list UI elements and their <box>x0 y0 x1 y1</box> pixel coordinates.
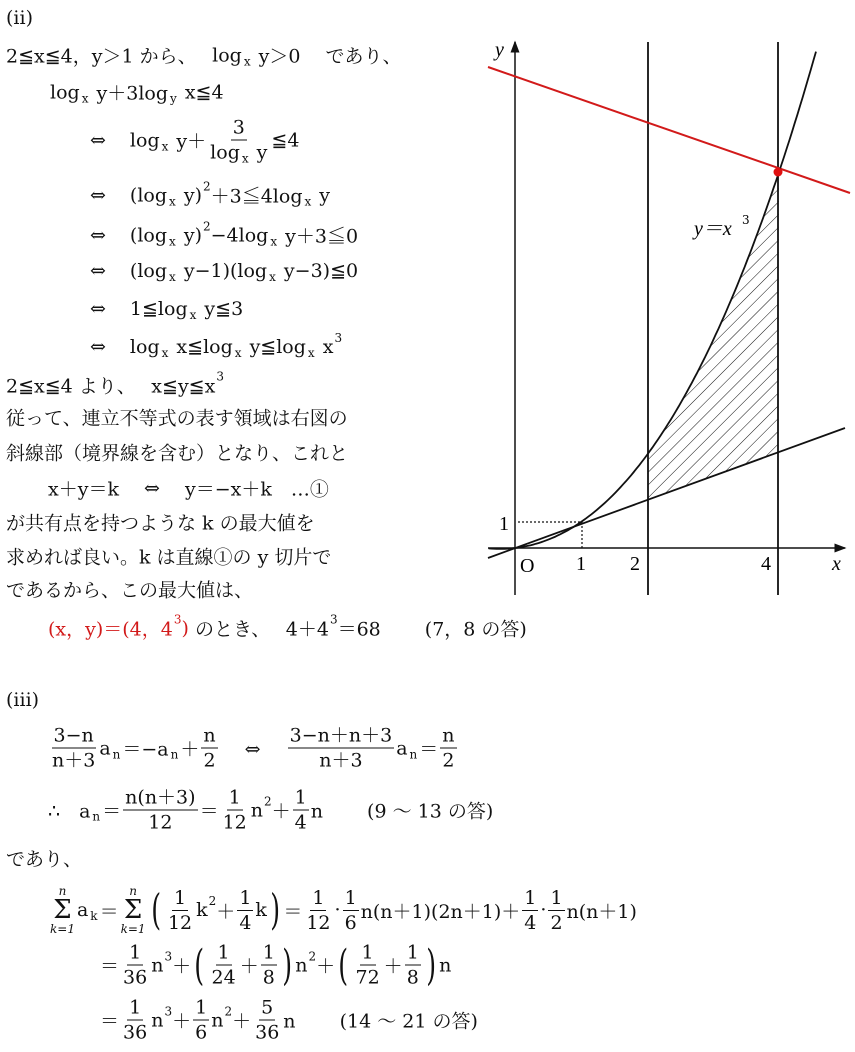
subscript: x <box>234 346 242 360</box>
math-text: y＞0 であり、 <box>252 45 402 68</box>
superscript: 3 <box>164 949 173 963</box>
math-text: 1≦log <box>129 298 188 320</box>
big-parenthesis: ) <box>282 940 292 989</box>
math-text: 1 <box>262 941 275 964</box>
math-text: · <box>540 899 547 921</box>
math-text: log <box>212 44 242 66</box>
math-text: y＋3≦0 <box>279 225 359 248</box>
math-text: 1 <box>228 786 241 809</box>
curve-label: y＝x <box>694 218 732 240</box>
equivalence-symbol: ⇔ <box>90 298 106 320</box>
math-text: ＝ <box>199 800 219 823</box>
math-text: log <box>129 129 160 151</box>
math-text: y <box>313 184 331 206</box>
subscript: y <box>170 91 177 105</box>
subscript: x <box>270 234 278 248</box>
math-text: 5 <box>261 996 274 1019</box>
math-text: n(n＋3) <box>125 786 196 809</box>
math-text: n <box>295 954 308 976</box>
math-text: n (9 〜 13 の答) <box>310 800 494 823</box>
math-text: 12 <box>222 811 247 834</box>
math-text: 1 <box>294 786 307 809</box>
math-text: 6 <box>344 911 357 934</box>
math-text: log <box>210 141 240 164</box>
math-text: ) <box>181 617 189 639</box>
math-text: 3 <box>232 116 245 139</box>
math-text: a <box>99 737 111 759</box>
math-text: n <box>151 954 164 976</box>
math-text: ＝−a <box>122 738 169 761</box>
section-ii-label: (ii) <box>6 7 33 29</box>
math-text: 求めれば良い。k は直線①の y 切片で <box>6 546 332 569</box>
superscript: 3 <box>164 1004 173 1018</box>
math-text: ＝ <box>419 738 439 761</box>
math-text: 1 <box>550 886 563 909</box>
subscript: x <box>241 151 249 166</box>
superscript: 2 <box>224 1004 233 1018</box>
superscript: 2 <box>264 794 272 808</box>
math-text: n(n＋1) <box>566 900 637 923</box>
subscript: x <box>243 54 251 68</box>
math-text: ＋ <box>271 800 291 823</box>
math-text: 72 <box>355 966 380 989</box>
math-text: (x，y)＝(4，4 <box>48 618 173 641</box>
math-text: 斜線部（境界線を含む）となり、これと <box>6 442 349 465</box>
superscript: 2 <box>208 894 217 908</box>
equivalence-symbol: ⇔ <box>90 129 106 151</box>
sigma-symbol: Σ <box>123 895 143 925</box>
subscript: x <box>81 91 89 105</box>
math-text: a <box>396 737 408 759</box>
math-text: log <box>50 81 80 103</box>
math-text: 3−n＋n＋3 <box>289 724 393 747</box>
math-text: ＝ <box>102 800 122 823</box>
math-text: 12 <box>148 811 173 834</box>
origin-label: O <box>520 555 535 577</box>
math-text: ∴ a <box>48 800 91 823</box>
superscript: 3 <box>329 612 338 626</box>
subscript: x <box>304 194 312 208</box>
equivalence-symbol: ⇔ <box>90 184 106 206</box>
math-text: x≦4 <box>178 81 224 103</box>
math-text: log <box>129 336 160 358</box>
x-tick-1: 1 <box>576 553 586 575</box>
math-text: ＋ <box>383 955 403 978</box>
math-text: k <box>255 899 267 921</box>
math-text: ＋ <box>180 738 200 761</box>
math-text: 4 <box>239 911 252 934</box>
math-text: 2≦x≦4，y＞1 から、 <box>6 45 213 68</box>
superscript: 2 <box>202 179 211 193</box>
math-text: 1 <box>312 886 325 909</box>
y-tick-1: 1 <box>499 513 509 535</box>
math-text: ＋ <box>232 1010 252 1033</box>
section-iii-label: (iii) <box>6 689 40 711</box>
math-text: ＋ <box>316 955 336 978</box>
math-text: a <box>76 899 89 921</box>
math-text: 2 <box>203 749 216 772</box>
superscript: 3 <box>334 331 343 345</box>
big-parenthesis: ) <box>426 940 436 989</box>
subscript: x <box>161 346 169 360</box>
big-parenthesis: ( <box>194 940 205 989</box>
math-text: x＋y＝k <box>48 478 145 501</box>
math-text: ＋ <box>172 1010 192 1033</box>
sigma-symbol: Σ <box>53 895 72 925</box>
math-text: 1 <box>217 941 230 964</box>
subscript: n <box>112 747 121 761</box>
math-text: y≦3 <box>198 298 244 320</box>
math-text: n <box>151 1009 164 1031</box>
math-text: y＝−x＋k …① <box>159 478 329 501</box>
math-text: ＝ <box>100 955 120 978</box>
math-text: 24 <box>211 966 236 989</box>
x-axis-label: x <box>832 553 841 575</box>
sum-lower-limit: k=1 <box>50 922 75 936</box>
math-text: であり、 <box>6 848 83 871</box>
math-text: y−1)(log <box>177 260 268 282</box>
math-text: 1 <box>524 886 537 909</box>
math-text: 6 <box>195 1021 208 1044</box>
math-text: 2 <box>550 911 563 934</box>
math-text: k <box>196 899 208 921</box>
sum-upper-limit: n <box>129 884 137 898</box>
math-text: (log <box>129 184 168 206</box>
math-text: n <box>250 799 264 821</box>
math-text: ＋ <box>172 955 192 978</box>
y-axis-label: y <box>495 39 504 61</box>
math-text: 1 <box>195 996 208 1019</box>
math-text: 1 <box>174 886 187 909</box>
math-text: · <box>334 899 341 921</box>
math-text: 1 <box>239 886 252 909</box>
math-text: ＋3≦4log <box>210 185 303 208</box>
math-text: y＋ <box>170 130 207 153</box>
sum-lower-limit: k=1 <box>120 922 146 936</box>
math-text: n <box>211 1009 224 1031</box>
math-text: 8 <box>262 966 275 989</box>
math-text: 8 <box>406 966 419 989</box>
x-tick-4: 4 <box>761 553 771 575</box>
math-text: n(n＋1)(2n＋1)＋ <box>360 900 521 923</box>
math-text: y) <box>177 224 202 246</box>
math-text: 4 <box>294 811 307 834</box>
subscript: x <box>189 308 197 322</box>
equivalence-symbol: ⇔ <box>90 224 106 246</box>
curve-label-exponent: 3 <box>742 213 750 227</box>
subscript: x <box>307 346 315 360</box>
math-text: 12 <box>167 911 193 934</box>
superscript: 3 <box>173 612 182 626</box>
math-text: 36 <box>255 1021 280 1044</box>
math-text: y≦log <box>243 336 306 358</box>
math-text: −4log <box>210 224 269 246</box>
subscript: x <box>169 270 176 284</box>
math-text: x <box>316 336 334 358</box>
math-text: n <box>439 954 452 976</box>
math-text: 36 <box>123 1021 148 1044</box>
math-text: 2 <box>442 749 455 772</box>
superscript: 3 <box>216 369 224 383</box>
subscript: n <box>409 747 418 761</box>
math-text: n <box>442 724 455 747</box>
superscript: 2 <box>308 949 317 963</box>
math-text: 1 <box>129 996 142 1019</box>
math-text: のとき、 4＋4 <box>188 618 329 641</box>
red-line-max-k <box>488 67 850 193</box>
math-text: が共有点を持つような k の最大値を <box>6 512 315 535</box>
subscript: x <box>169 194 176 208</box>
big-parenthesis: ( <box>150 885 161 934</box>
subscript: x <box>269 270 276 284</box>
max-point <box>774 168 783 177</box>
equivalence-symbol: ⇔ <box>90 336 106 358</box>
math-text: 従って、連立不等式の表す領域は右図の <box>6 407 348 430</box>
subscript: n <box>92 809 101 823</box>
big-parenthesis: ) <box>270 885 281 934</box>
math-text: (log <box>129 260 168 282</box>
math-text: 1 <box>344 886 357 909</box>
math-text: 1 <box>129 941 142 964</box>
math-text: 2≦x≦4 より、 x≦y≦x <box>6 375 216 398</box>
subscript: k <box>90 909 98 923</box>
subscript: n <box>170 747 179 761</box>
math-text: ⇔ <box>144 477 160 499</box>
math-text: n <box>203 724 216 747</box>
math-text: y <box>250 141 268 164</box>
math-text: 12 <box>306 911 331 934</box>
subscript: x <box>161 139 169 153</box>
x-tick-2: 2 <box>630 553 640 575</box>
math-text: ＋ <box>216 900 236 923</box>
math-text: ＝ <box>100 1010 120 1033</box>
equivalence-symbol: ⇔ <box>90 260 106 282</box>
math-text: (log <box>129 224 168 246</box>
math-text: n＋3 <box>319 749 363 772</box>
math-text: ＝ <box>99 900 119 923</box>
math-text: 4 <box>524 911 537 934</box>
math-text: 1 <box>361 941 374 964</box>
math-text: ＋ <box>239 955 259 978</box>
math-text: であるから、この最大値は、 <box>6 579 254 602</box>
math-text: ⇔ <box>219 738 286 761</box>
superscript: 2 <box>202 219 211 233</box>
math-text: 1 <box>406 941 419 964</box>
math-text: 36 <box>123 966 148 989</box>
math-text: y−3)≦0 <box>277 260 359 282</box>
math-text: y＋3log <box>90 82 169 105</box>
math-text: x≦log <box>170 336 233 358</box>
big-parenthesis: ( <box>338 940 349 989</box>
math-text: 3−n <box>53 724 94 747</box>
sum-upper-limit: n <box>58 884 67 898</box>
math-text: ≦4 <box>271 129 300 151</box>
math-text: ＝68 (7，8 の答) <box>337 618 527 641</box>
math-text: y) <box>177 184 202 206</box>
math-text: ＝ <box>283 900 303 923</box>
math-text: n＋3 <box>52 749 96 772</box>
math-text: n (14 〜 21 の答) <box>283 1010 478 1033</box>
subscript: x <box>169 234 176 248</box>
